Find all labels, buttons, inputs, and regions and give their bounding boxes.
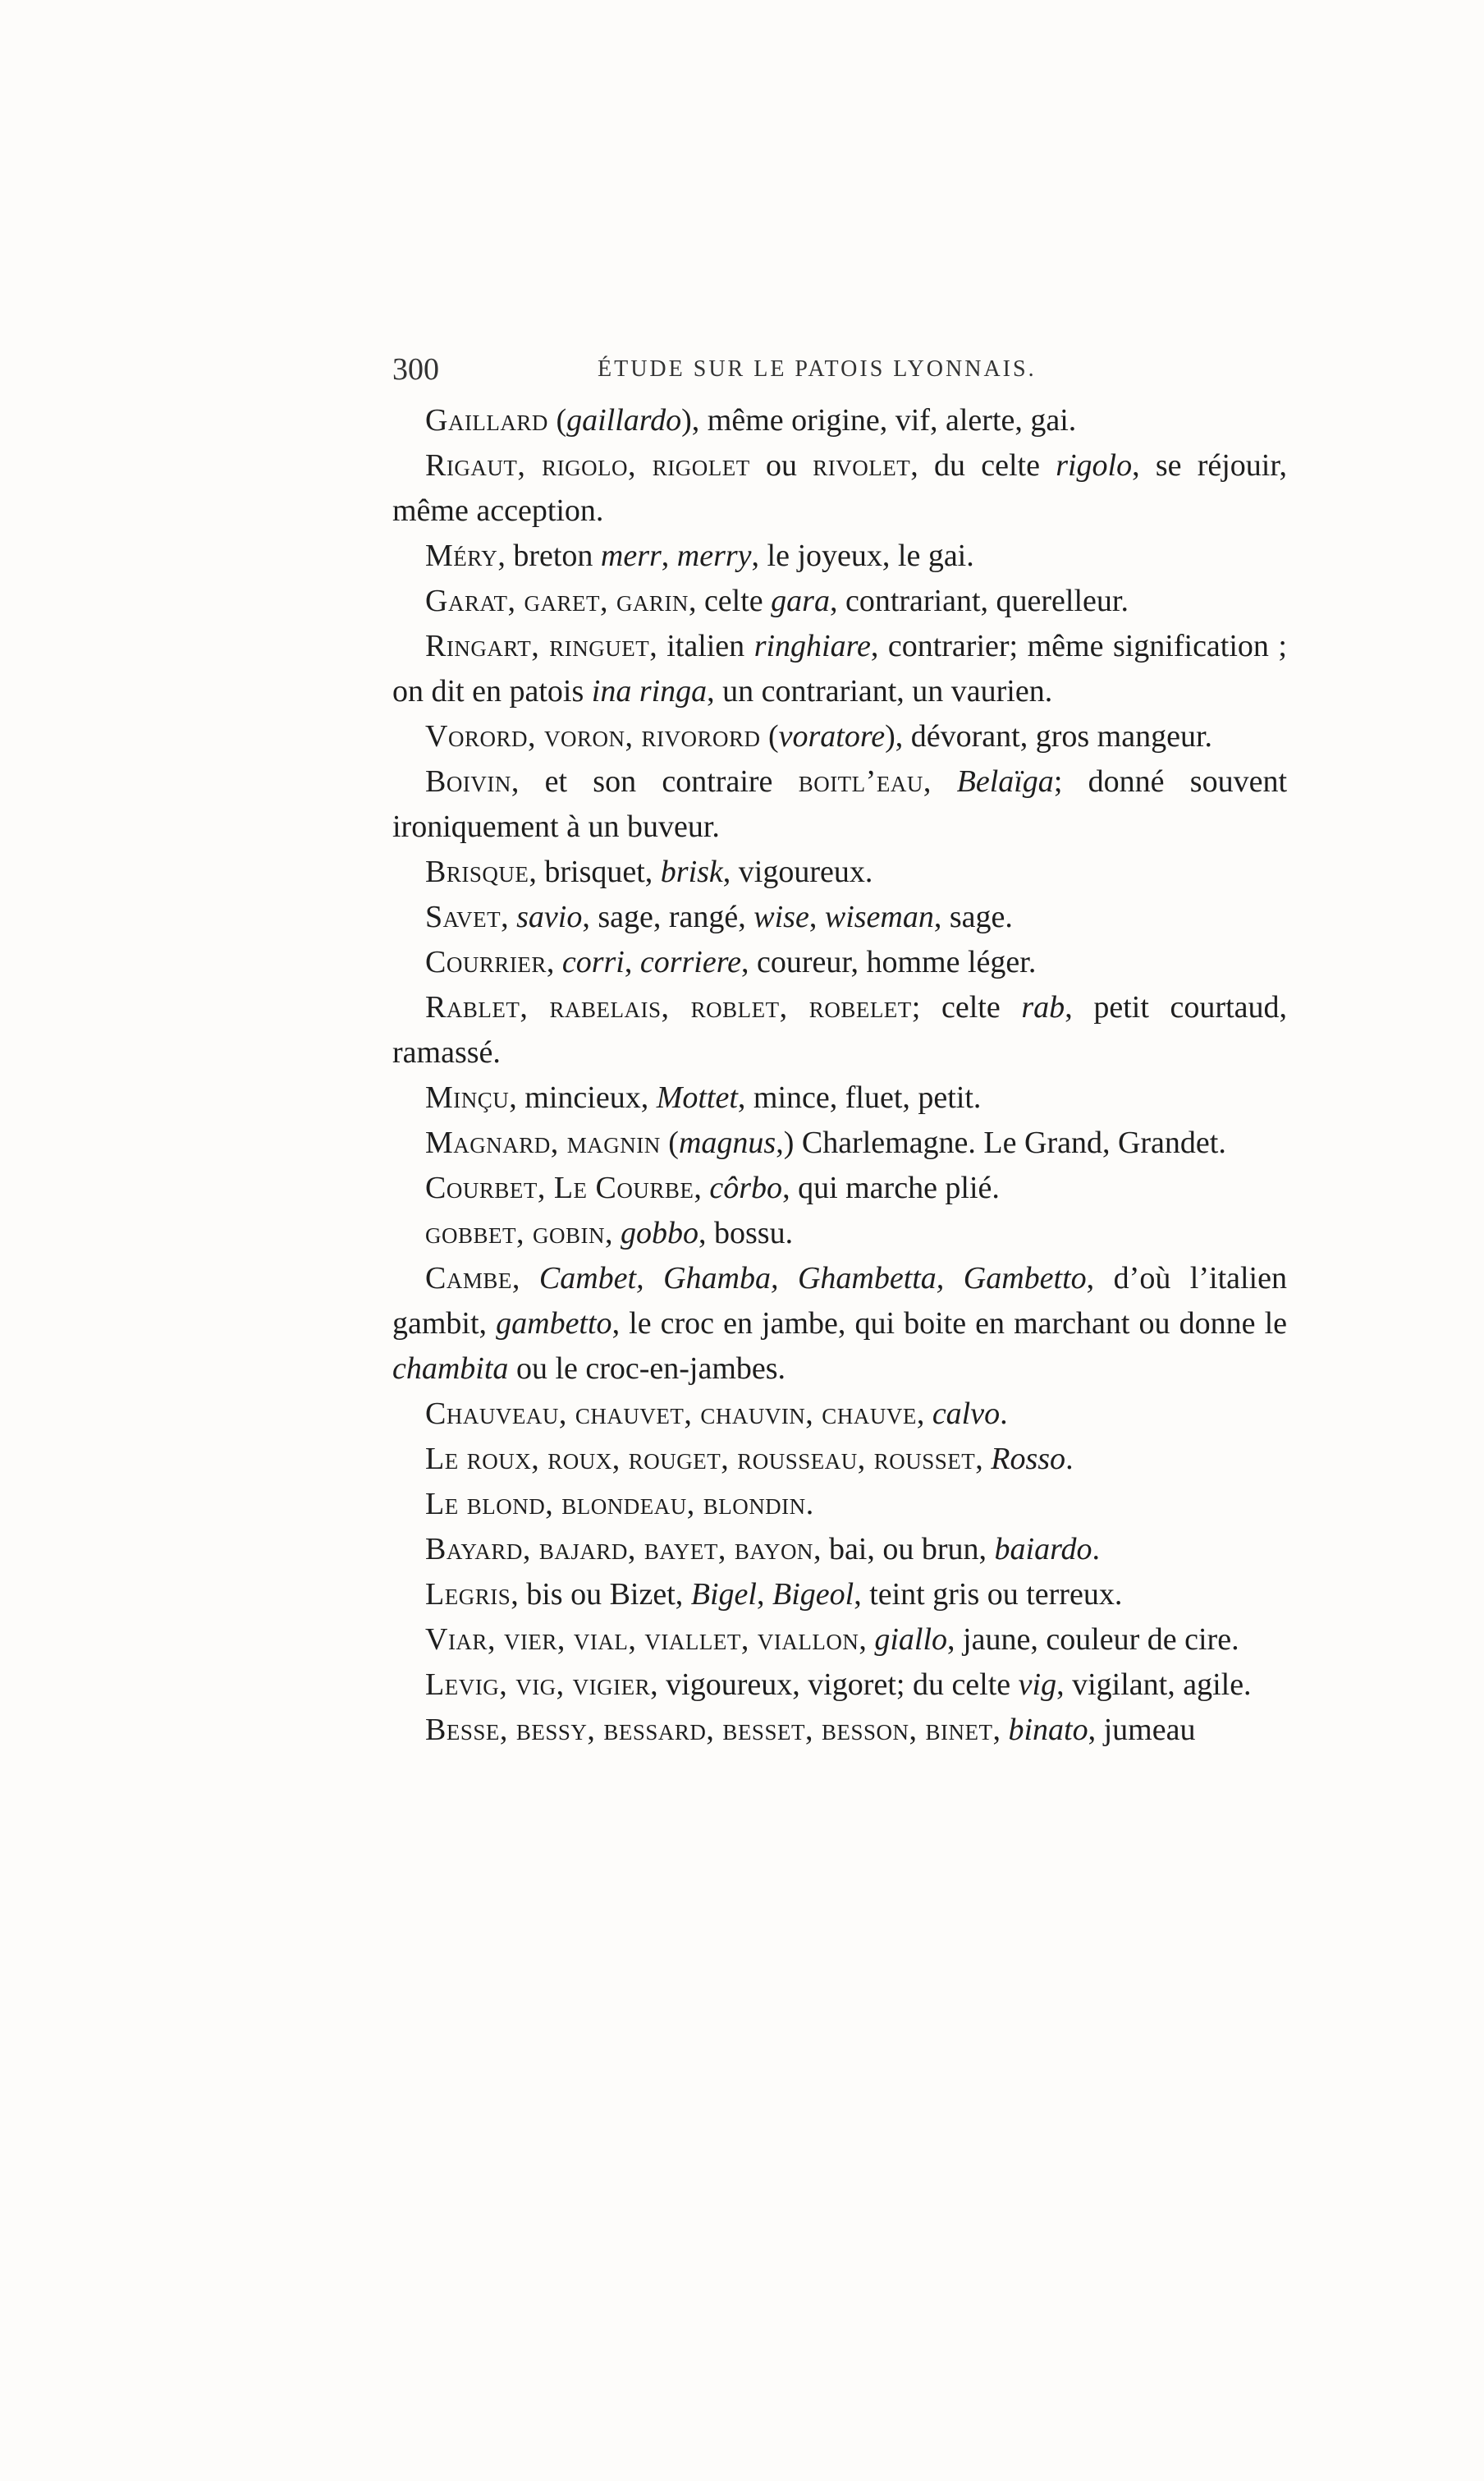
definition-text: ,) Charlemagne. Le Grand, Grandet. [776,1126,1226,1160]
definition-text: . [805,1487,814,1521]
definition-text: , mincieux, [509,1080,657,1115]
definition-text: . [1065,1442,1074,1476]
definition-text: , celte [688,584,772,618]
entry-paragraph [392,985,1287,1075]
entry-paragraph [392,1572,1287,1617]
body-text [392,398,1287,1753]
page-number: 300 [392,352,439,387]
surname-text: Vorord, voron, rivorord [425,719,761,754]
surname-text: Minçu [425,1080,510,1115]
page-header [392,345,1295,391]
definition-text: , [923,764,957,799]
definition-text: , teint gris ou terreux. [854,1577,1123,1612]
etymon-text: côrbo [709,1171,783,1205]
etymon-text: rigolo [1056,448,1133,483]
entry-paragraph [392,579,1287,624]
etymon-text: ina ringa [591,674,708,709]
surname-text: Rigaut, rigolo, rigolet [425,448,750,483]
definition-text: , bossu. [698,1216,794,1250]
etymon-text: chambita [392,1351,509,1386]
etymon-text: savio [516,900,583,934]
definition-text: , jaune, couleur de cire. [947,1622,1239,1657]
entry-paragraph [392,850,1287,895]
surname-text: Brisque [425,855,529,889]
definition-text: , contrariant, querelleur. [829,584,1129,618]
surname-text: Magnard, magnin [425,1126,661,1160]
definition-text: ; donné souvent ironiquement à un buveur. [392,764,1288,844]
definition-text: , et son contraire [511,764,799,799]
entry-paragraph [392,1075,1287,1121]
surname-text: Le blond, blondeau, blondin [425,1487,806,1521]
surname-text: Ringart, ringuet [425,629,650,663]
surname-text: Viar, vier, vial, viallet, viallon [425,1622,859,1657]
surname-text: Courbet, Le Courbe [425,1171,694,1205]
etymon-text: wise [753,900,809,934]
etymon-text: brisk [660,855,723,889]
definition-text: , le croc en jambe, qui boite en marchant ou donne le [611,1306,1287,1341]
surname-text: Le roux, roux, rouget, rousseau, rousset [425,1442,976,1476]
definition-text: , sage. [933,900,1013,934]
surname-text: Garat, garet, garin [425,584,689,618]
definition-text: , [756,1577,772,1612]
surname-text: Bayard, bajard, bayet, bayon [425,1532,813,1566]
definition-text: , [624,945,640,979]
etymon-text: corriere [639,945,741,979]
entry-paragraph [392,1392,1287,1437]
definition-text: ( [760,719,779,754]
surname-text: Boivin [425,764,511,799]
etymon-text: Rosso [991,1442,1066,1476]
surname-text: Gaillard [425,403,548,438]
definition-text: , [975,1442,992,1476]
surname-text: Besse, bessy, bessard, besset, besson, binet [425,1713,993,1747]
entry-paragraph [392,1617,1287,1662]
definition-text: , du celte [910,448,1056,483]
etymon-text: gara [771,584,830,618]
entry-paragraph [392,1482,1287,1527]
definition-text: , [859,1622,875,1657]
definition-text: ( [547,403,567,438]
etymon-text: vig [1018,1667,1057,1702]
etymon-text: gambetto [496,1306,612,1341]
surname-text: Legris [425,1577,511,1612]
etymon-text: voratore [778,719,886,754]
entry-paragraph [392,443,1287,534]
etymon-text: merr [600,539,662,573]
definition-text: , qui marche plié. [782,1171,1000,1205]
definition-text: , italien [649,629,754,663]
definition-text: , vigoureux. [722,855,873,889]
etymon-text: calvo [932,1396,1001,1431]
surname-text: Méry [425,539,498,573]
definition-text: , le joyeux, le gai. [751,539,974,573]
entry-paragraph [392,1211,1287,1256]
etymon-text: wiseman [824,900,934,934]
definition-text: , brisquet, [529,855,661,889]
etymon-text: Mottet [656,1080,738,1115]
definition-text: , vigilant, agile. [1056,1667,1252,1702]
definition-text: , breton [497,539,601,573]
definition-text: , petit courtaud, ramassé. [392,990,1287,1070]
definition-text: , [661,539,677,573]
etymon-text: ringhiare [753,629,871,663]
etymon-text: Bigel [690,1577,757,1612]
entry-paragraph [392,1527,1287,1572]
definition-text: , bai, ou brun, [813,1532,995,1566]
definition-text: , [511,1261,539,1296]
definition-text: , mince, fluet, petit. [737,1080,982,1115]
definition-text: , [605,1216,621,1250]
surname-text: Savet [425,900,502,934]
etymon-text: Cambet, Ghamba, Ghambetta, Gambetto [538,1261,1087,1296]
etymon-text: Belaïga [956,764,1054,799]
definition-text: ), dévorant, gros mangeur. [885,719,1212,754]
definition-text: , [546,945,562,979]
etymon-text: Bigeol [772,1577,854,1612]
surname-text: Cambe [425,1261,512,1296]
definition-text: , [694,1171,710,1205]
definition-text: , bis ou Bizet, [511,1577,691,1612]
etymon-text: gobbo [621,1216,698,1250]
definition-text: , d’où l’italien gambit, [392,1261,1287,1341]
entry-paragraph [392,940,1287,985]
entry-paragraph [392,714,1287,759]
etymon-text: giallo [874,1622,948,1657]
entry-paragraph [392,624,1287,714]
surname-text: gobbet, gobin [425,1216,605,1250]
definition-text: , [916,1396,932,1431]
entry-paragraph [392,1256,1287,1392]
entry-paragraph [392,398,1287,443]
definition-text: , se réjouir, même acception. [392,448,1287,528]
definition-text: , contrarier; même signification ; on dit en patois [392,629,1287,709]
surname-text: Chauveau, chauvet, chauvin, chauve [425,1396,917,1431]
surname-text: Levig, vig, vigier [425,1667,651,1702]
etymon-text: rab [1021,990,1065,1025]
entry-paragraph [392,1166,1287,1211]
definition-text: ; celte [911,990,1022,1025]
definition-text: . [1000,1396,1008,1431]
definition-text: ), même origine, vif, alerte, gai. [681,403,1077,438]
etymon-text: magnus [678,1126,776,1160]
entry-paragraph [392,1437,1287,1482]
etymon-text: corri [561,945,625,979]
definition-text: . [1092,1532,1100,1566]
entry-paragraph [392,895,1287,940]
definition-text: ou le croc-en-jambes. [508,1351,786,1386]
surname-text: Rablet, rabelais, roblet, robelet [425,990,912,1025]
entry-paragraph [392,534,1287,579]
surname-text: rivolet [813,448,911,483]
definition-text: ( [660,1126,679,1160]
entry-paragraph [392,759,1287,850]
definition-text: , sage, rangé, [582,900,754,934]
etymon-text: gaillardo [566,403,682,438]
definition-text: , coureur, homme léger. [740,945,1037,979]
surname-text: Courrier [425,945,547,979]
definition-text: , [501,900,517,934]
definition-text: , jumeau [1088,1713,1196,1747]
definition-text: , [992,1713,1009,1747]
entry-paragraph [392,1662,1287,1708]
definition-text: ou [749,448,813,483]
etymon-text: merry [676,539,752,573]
entry-paragraph [392,1708,1287,1753]
running-title: ÉTUDE SUR LE PATOIS LYONNAIS. [598,356,1037,382]
etymon-text: baiardo [994,1532,1092,1566]
definition-text: , vigoureux, vigoret; du celte [650,1667,1019,1702]
surname-text: boitl’eau [798,764,923,799]
definition-text: , [808,900,825,934]
definition-text: , un contrariant, un vaurien. [707,674,1053,709]
etymon-text: binato [1008,1713,1088,1747]
entry-paragraph [392,1121,1287,1166]
